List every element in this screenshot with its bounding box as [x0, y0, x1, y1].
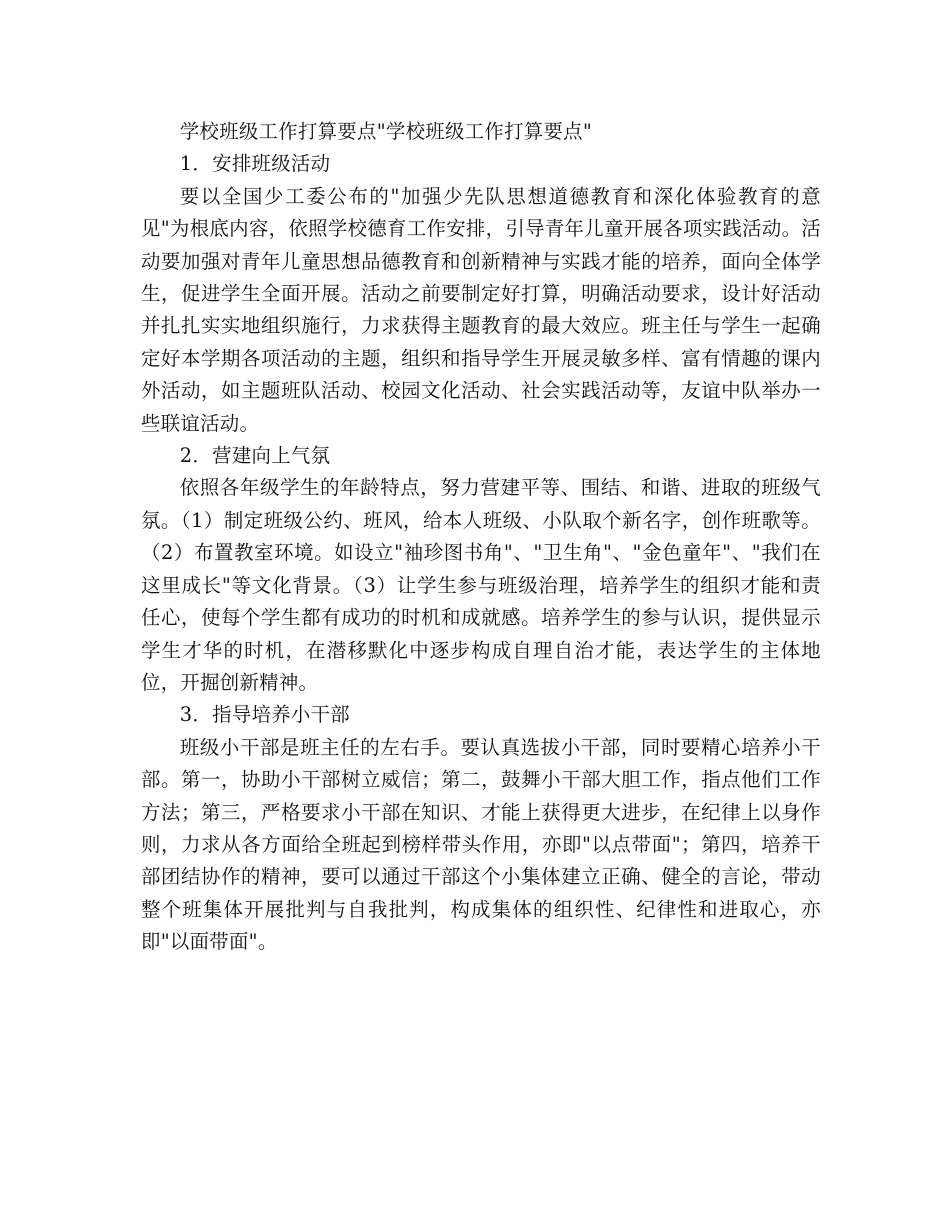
section-body-1: 要以全国少工委公布的"加强少先队思想道德教育和深化体验教育的意见"为根底内容，依照学校德育工作安排，引导青年儿童开展各项实践活动。活动要加强对青年儿童思想品德教育和创新精神与实践才能的培养，面向全体学生，促进学生全面开展。活动之前要制定好打算，明确活动要求，设计好活动并扎扎实实地组织施行，力求获得主题教育的最大效应。班主任与学生一起确定好本学期各项活动的主题，组织和指导学生开展灵敏多样、富有情趣的课内外活动，如主题班队活动、校园文化活动、社会实践活动等，友谊中队举办一些联谊活动。 [141, 184, 821, 435]
document-content [141, 116, 821, 959]
section-body-2: 依照各年级学生的年龄特点，努力营建平等、围结、和谐、进取的班级气氛。（1）制定班级公约、班风，给本人班级、小队取个新名字，创作班歌等。（2）布置教室环境。如设立"袖珍图书角"、"卫生角"、"金色童年"、"我们在这里成长"等文化背景。（3）让学生参与班级治理，培养学生的组织才能和责任心，使每个学生都有成功的时机和成就感。培养学生的参与认识，提供显示学生才华的时机，在潜移默化中逐步构成自理自治才能，表达学生的主体地位，开掘创新精神。 [141, 476, 821, 694]
section-heading-2: 2．营建向上气氛 [179, 444, 331, 468]
document-title: 学校班级工作打算要点"学校班级工作打算要点" [179, 120, 593, 143]
section-heading-3: 3．指导培养小干部 [179, 703, 350, 727]
section-heading-1: 1．安排班级活动 [179, 152, 331, 176]
section-body-3: 班级小干部是班主任的左右手。要认真选拔小干部，同时要精心培养小干部。第一，协助小干部树立威信；第二，鼓舞小干部大胆工作，指点他们工作方法；第三，严格要求小干部在知识、才能上获得更大进步，在纪律上以身作则，力求从各方面给全班起到榜样带头作用，亦即"以点带面"；第四，培养干部团结协作的精神，要可以通过干部这个小集体建立正确、健全的言论，带动整个班集体开展批判与自我批判，构成集体的组织性、纪律性和进取心，亦即"以面带面"。 [141, 735, 821, 954]
